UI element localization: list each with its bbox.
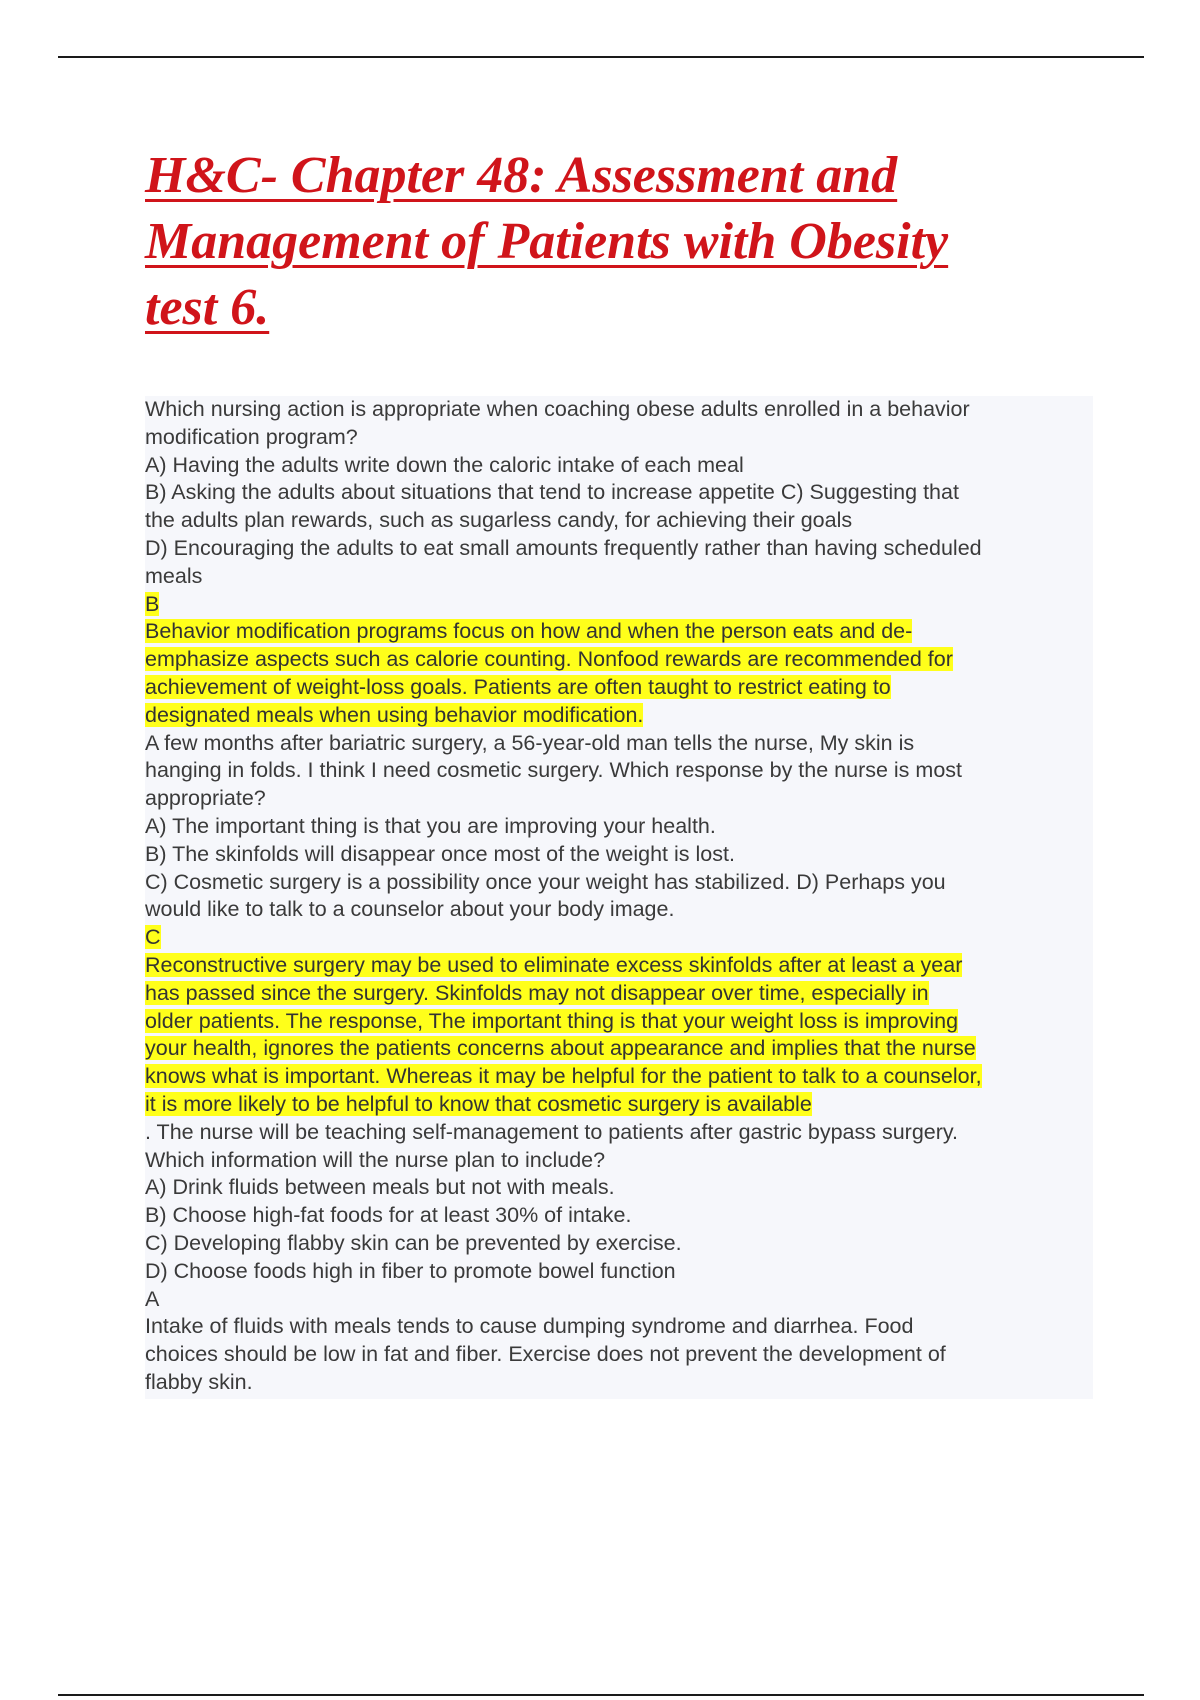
answer-line <box>145 1035 1093 1063</box>
line-text: Which nursing action is appropriate when coaching obese adults enrolled in a behavior <box>145 397 970 421</box>
line-text: D) Choose foods high in fiber to promote bowel function <box>145 1258 676 1283</box>
line-text: designated meals when using behavior modification. <box>145 702 644 727</box>
line-text: flabby skin. <box>145 1369 253 1394</box>
line-text: C) Developing flabby skin can be prevented by exercise. <box>145 1230 682 1255</box>
bottom-rule <box>58 1694 1144 1696</box>
answer-line <box>145 952 1093 980</box>
text-line <box>145 757 1093 785</box>
question-content <box>145 396 1093 1399</box>
line-text: A <box>145 1286 160 1311</box>
line-text: A few months after bariatric surgery, a 56-year-old man tells the nurse, My skin is <box>145 730 915 755</box>
text-line <box>145 1174 1093 1202</box>
question-block <box>145 1119 1093 1397</box>
answer-line <box>145 646 1093 674</box>
answer-line <box>145 924 1093 952</box>
answer-block <box>145 924 1093 1119</box>
text-line <box>145 1369 1093 1397</box>
line-text: A) The important thing is that you are improving your health. <box>145 813 716 838</box>
text-line <box>145 507 1093 535</box>
line-text: B <box>145 591 160 616</box>
line-text: D) Encouraging the adults to eat small amounts frequently rather than having scheduled <box>145 535 982 560</box>
text-line <box>145 1341 1093 1369</box>
line-text: modification program? <box>145 424 358 449</box>
line-text: Behavior modification programs focus on how and when the person eats and de- <box>145 619 913 644</box>
question-block <box>145 396 1093 591</box>
title-line: Management of Patients with Obesity <box>145 213 949 270</box>
line-text: your health, ignores the patients concerns about appearance and implies that the nurse <box>145 1036 976 1061</box>
line-text: choices should be low in fat and fiber. Exercise does not prevent the development of <box>145 1342 946 1367</box>
line-text: older patients. The response, The important thing is that your weight loss is improving <box>145 1008 959 1033</box>
line-text: A) Having the adults write down the caloric intake of each meal <box>145 452 744 477</box>
line-text: would like to talk to a counselor about your body image. <box>145 897 675 922</box>
answer-line <box>145 1063 1093 1091</box>
line-text: B) Choose high-fat foods for at least 30% of intake. <box>145 1203 632 1228</box>
line-text: C <box>145 925 161 950</box>
answer-line <box>145 980 1093 1008</box>
text-line <box>145 1147 1093 1175</box>
text-line <box>145 785 1093 813</box>
text-line <box>145 1286 1093 1314</box>
answer-block <box>145 591 1093 730</box>
text-line <box>145 841 1093 869</box>
line-text: A) Drink fluids between meals but not with meals. <box>145 1175 615 1200</box>
title-line: test 6. <box>145 279 270 336</box>
document-title <box>145 143 1105 341</box>
text-line <box>145 452 1093 480</box>
text-line <box>145 896 1093 924</box>
text-line <box>145 1119 1093 1147</box>
line-text: Reconstructive surgery may be used to eliminate excess skinfolds after at least a year <box>145 952 963 977</box>
question-block <box>145 730 1093 925</box>
line-text: Intake of fluids with meals tends to cause dumping syndrome and diarrhea. Food <box>145 1314 914 1339</box>
text-line <box>145 730 1093 758</box>
text-line <box>145 1230 1093 1258</box>
answer-line <box>145 674 1093 702</box>
line-text: knows what is important. Whereas it may be helpful for the patient to talk to a counselor, <box>145 1064 982 1089</box>
answer-line <box>145 702 1093 730</box>
answer-line <box>145 591 1093 619</box>
text-line <box>145 563 1093 591</box>
line-text: it is more likely to be helpful to know that cosmetic surgery is available <box>145 1091 812 1116</box>
answer-line <box>145 1091 1093 1119</box>
line-text: emphasize aspects such as calorie counting. Nonfood rewards are recommended for <box>145 647 953 672</box>
line-text: B) The skinfolds will disappear once most of the weight is lost. <box>145 841 735 866</box>
answer-line <box>145 1008 1093 1036</box>
text-line <box>145 479 1093 507</box>
text-line <box>145 1202 1093 1230</box>
text-line <box>145 869 1093 897</box>
line-text: achievement of weight-loss goals. Patients are often taught to restrict eating to <box>145 674 891 699</box>
line-text: meals <box>145 563 203 588</box>
answer-line <box>145 618 1093 646</box>
line-text: . The nurse will be teaching self-management to patients after gastric bypass surgery. <box>145 1119 959 1144</box>
line-text: the adults plan rewards, such as sugarless candy, for achieving their goals <box>145 508 853 533</box>
line-text: appropriate? <box>145 786 266 811</box>
line-text: B) Asking the adults about situations that tend to increase appetite C) Suggesting that <box>145 480 959 505</box>
text-line <box>145 396 1093 424</box>
line-text: C) Cosmetic surgery is a possibility once your weight has stabilized. D) Perhaps you <box>145 869 946 894</box>
line-text: hanging in folds. I think I need cosmetic surgery. Which response by the nurse is most <box>145 758 962 783</box>
text-line <box>145 424 1093 452</box>
text-line <box>145 1313 1093 1341</box>
text-line <box>145 813 1093 841</box>
text-line <box>145 535 1093 563</box>
line-text: has passed since the surgery. Skinfolds may not disappear over time, especially in <box>145 980 929 1005</box>
title-line: H&C- Chapter 48: Assessment and <box>145 147 898 204</box>
top-rule <box>58 56 1144 58</box>
text-line <box>145 1258 1093 1286</box>
line-text: Which information will the nurse plan to include? <box>145 1147 606 1172</box>
